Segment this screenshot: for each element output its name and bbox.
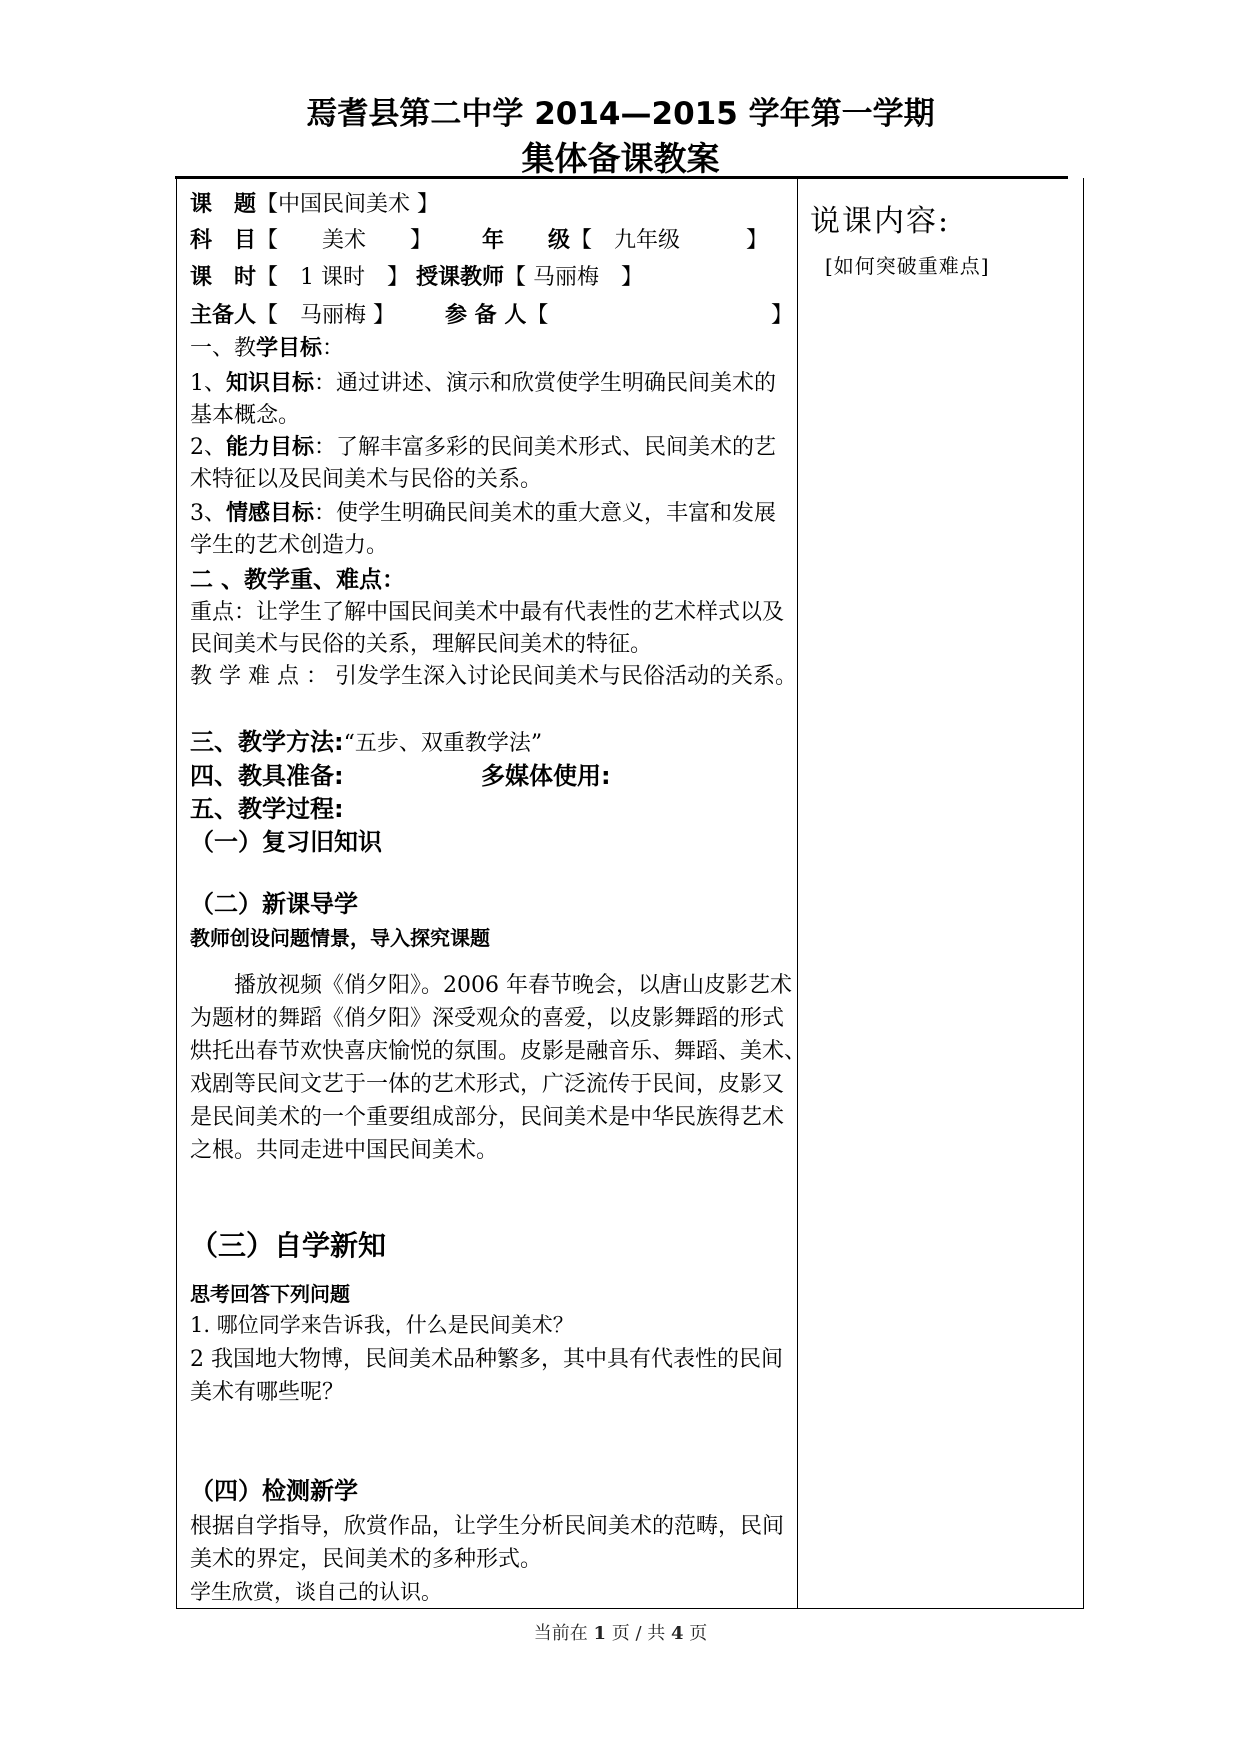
grade-label: 年 级 xyxy=(482,228,571,253)
right-column-heading: 说课内容: xyxy=(810,204,951,239)
coprep-label: 参 备 人 xyxy=(445,303,527,328)
document-title: 焉耆县第二中学 2014—2015 学年第一学期 xyxy=(306,96,935,132)
step-3-subheading: 思考回答下列问题 xyxy=(190,1282,350,1306)
intro-para-line-5: 是民间美术的一个重要组成部分，民间美术是中华民族得艺术 xyxy=(190,1105,785,1130)
page-indicator xyxy=(0,1619,1241,1645)
method-value: “五步、双重教学法” xyxy=(343,731,543,756)
page-indicator-prefix: 当前在 xyxy=(533,1623,588,1644)
grade-value: 【 九年级 】 xyxy=(570,228,769,253)
preparer-value: 【 马丽梅 】 xyxy=(256,303,396,328)
subject-row xyxy=(190,230,768,252)
goal-2-num: 2、 xyxy=(190,435,226,460)
question-2-cont: 美术有哪些呢？ xyxy=(190,1380,345,1405)
intro-para-line-4: 戏剧等民间文艺于一体的艺术形式，广泛流传于民间，皮影又 xyxy=(190,1072,785,1097)
process-label: 五、教学过程: xyxy=(190,795,344,823)
step-2-subheading: 教师创设问题情景，导入探究课题 xyxy=(190,926,490,950)
goal-3-text: ：使学生明确民间美术的重大意义，丰富和发展 xyxy=(314,501,777,526)
media-label: 多媒体使用: xyxy=(481,762,611,790)
goals-heading xyxy=(190,338,344,360)
document-subtitle: 集体备课教案 xyxy=(521,139,720,178)
page-indicator-suffix: 页 xyxy=(689,1623,708,1644)
current-page-number: 1 xyxy=(593,1623,606,1644)
check-line-2: 美术的界定，民间美术的多种形式。 xyxy=(190,1547,543,1572)
right-column-note: [如何突破重难点] xyxy=(825,254,990,278)
step-2-heading: （二）新课导学 xyxy=(190,890,358,918)
goal-2-text: ：了解丰富多彩的民间美术形式、民间美术的艺 xyxy=(314,435,777,460)
intro-para-line-1: 播放视频《俏夕阳》。2006 年春节晚会，以唐山皮影艺术 xyxy=(190,973,792,998)
goal-2-label: 能力目标 xyxy=(226,435,315,460)
question-2: 2 我国地大物博，民间美术品种繁多，其中具有代表性的民间 xyxy=(190,1347,783,1372)
goals-heading-prefix: 一、教 xyxy=(190,336,257,361)
intro-para-line-6: 之根。共同走进中国民间美术。 xyxy=(190,1138,499,1163)
intro-para-line-3: 烘托出春节欢快喜庆愉悦的氛围。皮影是融音乐、舞蹈、美术、 xyxy=(190,1039,807,1064)
hours-row xyxy=(190,267,643,289)
question-1: 1. 哪位同学来告诉我，什么是民间美术？ xyxy=(190,1313,574,1337)
goal-1-cont: 基本概念。 xyxy=(190,403,301,428)
goals-heading-bold: 学目标 xyxy=(256,336,323,361)
key-point-b: 民间美术与民俗的关系，理解民间美术的特征。 xyxy=(190,632,653,657)
goal-3-label: 情感目标 xyxy=(226,501,315,526)
subject-label: 科 目 xyxy=(190,228,257,253)
step-3-heading: （三）自学新知 xyxy=(190,1229,387,1262)
step-4-heading: （四）检测新学 xyxy=(190,1477,358,1505)
coprep-close: 】 xyxy=(771,303,794,328)
topic-label: 课 题 xyxy=(190,192,257,217)
goal-1-num: 1、 xyxy=(190,371,226,396)
hours-label: 课 时 xyxy=(190,265,257,290)
preparer-label: 主备人 xyxy=(190,303,257,328)
subject-value: 【 美术 】 xyxy=(256,228,433,253)
goal-3-cont: 学生的艺术创造力。 xyxy=(190,533,389,558)
check-line-3: 学生欣赏，谈自己的认识。 xyxy=(190,1580,442,1604)
hours-value: 【 1 课时 】 xyxy=(256,265,410,290)
goal-3 xyxy=(190,503,776,525)
total-page-number: 4 xyxy=(670,1623,684,1644)
intro-para-line-2: 为题材的舞蹈《俏夕阳》深受观众的喜爱，以皮影舞蹈的形式 xyxy=(190,1006,785,1031)
goal-2-cont: 术特征以及民间美术与民俗的关系。 xyxy=(190,467,543,492)
key-heading: 二 、教学重、难点： xyxy=(190,567,406,593)
check-line-1: 根据自学指导，欣赏作品，让学生分析民间美术的范畴，民间 xyxy=(190,1514,785,1539)
column-divider xyxy=(797,178,798,1609)
tools-label: 四、教具准备: xyxy=(190,762,344,790)
topic-value: 【中国民间美术 】 xyxy=(256,192,440,217)
step-1-heading: （一）复习旧知识 xyxy=(190,828,382,856)
teacher-value: 【 马丽梅 】 xyxy=(504,265,644,290)
goal-1-text: ：通过讲述、演示和欣赏使学生明确民间美术的 xyxy=(314,371,777,396)
goal-1 xyxy=(190,373,776,395)
teacher-label: 授课教师 xyxy=(416,265,505,290)
page-indicator-middle: 页 / 共 xyxy=(611,1623,666,1644)
goal-3-num: 3、 xyxy=(190,501,226,526)
topic-row xyxy=(190,194,439,216)
method-label: 三、教学方法: xyxy=(190,728,344,756)
goals-heading-suffix: ： xyxy=(322,336,345,361)
goal-1-label: 知识目标 xyxy=(226,371,315,396)
coprep-open: 【 xyxy=(526,303,549,328)
difficulty-point: 教 学 难 点 ： 引发学生深入讨论民间美术与民俗活动的关系。 xyxy=(190,664,797,689)
preparer-row xyxy=(190,305,548,327)
goal-2 xyxy=(190,437,776,459)
key-point-a: 重点：让学生了解中国民间美术中最有代表性的艺术样式以及 xyxy=(190,600,785,625)
method-row xyxy=(190,730,542,755)
